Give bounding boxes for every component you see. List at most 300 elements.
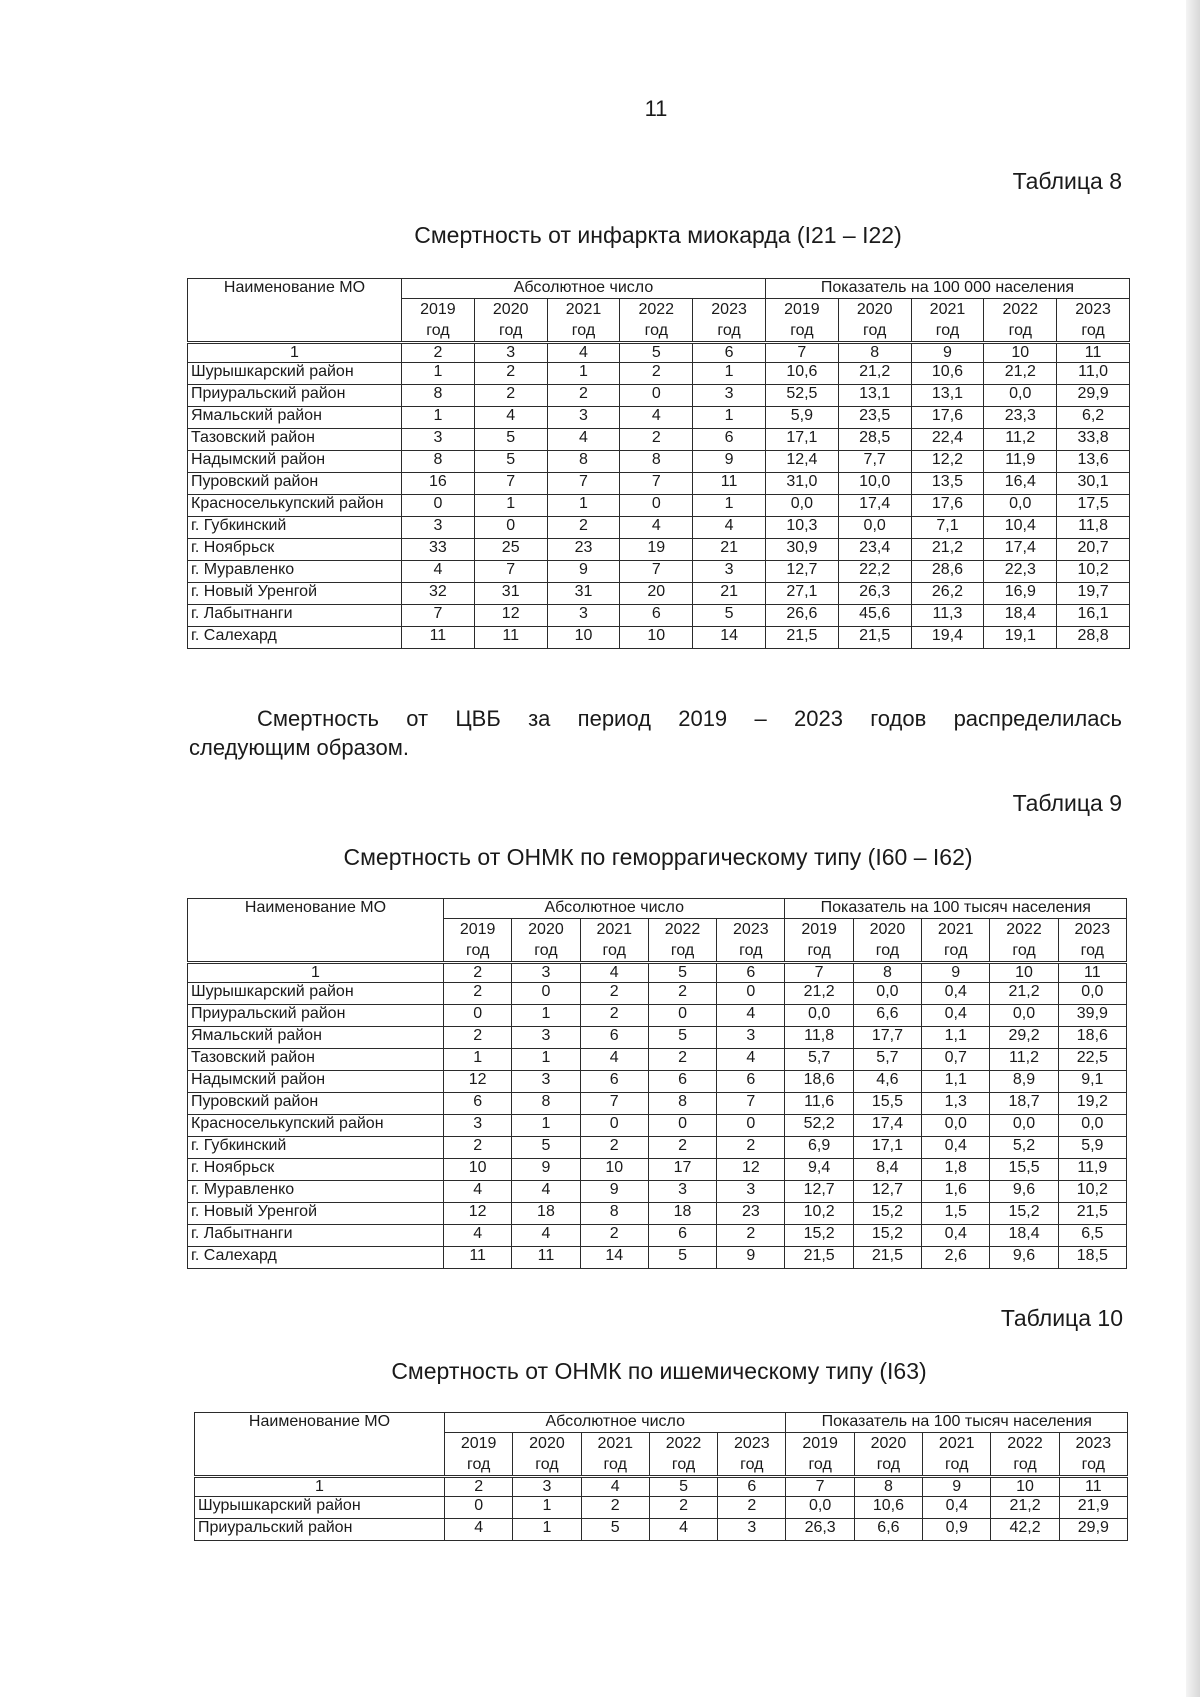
data-cell: 2: [581, 1497, 649, 1519]
data-cell: 4: [717, 1005, 785, 1027]
year-header-cell: [838, 299, 911, 343]
year-suffix: год: [875, 942, 900, 959]
data-cell: 2: [547, 385, 620, 407]
header-row-groups: [188, 899, 1127, 919]
data-cell: 29,2: [990, 1027, 1058, 1049]
column-number-cell: 1: [195, 1477, 445, 1497]
data-cell: 23,5: [838, 407, 911, 429]
table-row: [188, 1159, 1127, 1181]
data-cell: 6: [717, 1071, 785, 1093]
data-cell: 3: [512, 1071, 580, 1093]
data-cell: 1: [693, 407, 766, 429]
column-number-cell: 11: [1057, 343, 1130, 363]
data-cell: 7: [547, 473, 620, 495]
year-suffix: год: [945, 1456, 969, 1473]
year-header-cell: [984, 299, 1057, 343]
data-cell: 18,7: [990, 1093, 1058, 1115]
paragraph-line-1: [189, 704, 1122, 733]
data-cell: 3: [717, 1181, 785, 1203]
paragraph-word: 2019: [678, 706, 728, 731]
column-number-cell: 3: [474, 343, 547, 363]
paragraph-word: за: [528, 706, 551, 731]
data-cell: 1,5: [922, 1203, 990, 1225]
data-cell: 9: [693, 451, 766, 473]
data-cell: 2: [649, 1497, 717, 1519]
data-cell: 0,0: [1058, 1115, 1126, 1137]
row-name-cell: Пуровский район: [188, 1093, 444, 1115]
table-10: [194, 1412, 1128, 1541]
column-number-cell: 3: [512, 963, 580, 983]
data-cell: 1: [512, 1115, 580, 1137]
year-value: 2021: [597, 1435, 634, 1452]
data-cell: 8: [547, 451, 620, 473]
data-cell: 2: [717, 1137, 785, 1159]
data-cell: 5: [693, 605, 766, 627]
data-cell: 21,5: [765, 627, 838, 649]
data-cell: 14: [693, 627, 766, 649]
data-cell: 0,4: [922, 1137, 990, 1159]
data-cell: 17,4: [853, 1115, 921, 1137]
year-value: 2020: [529, 1435, 565, 1452]
table-10-label: Таблица 10: [1000, 1305, 1123, 1331]
table-row: [188, 1181, 1127, 1203]
data-cell: 22,5: [1058, 1049, 1126, 1071]
year-value: 2019: [802, 1435, 838, 1452]
column-number-cell: 10: [991, 1477, 1059, 1497]
data-cell: 21,5: [838, 627, 911, 649]
data-cell: 6: [648, 1071, 716, 1093]
data-cell: 13,6: [1057, 451, 1130, 473]
year-value: 2020: [870, 1435, 907, 1452]
data-cell: 18: [648, 1203, 716, 1225]
row-name-cell: Шурышкарский район: [188, 363, 402, 385]
data-cell: 10,4: [984, 517, 1057, 539]
data-cell: 4: [693, 517, 766, 539]
table-row: [188, 605, 1130, 627]
data-cell: 4: [547, 429, 620, 451]
data-cell: 17,5: [1057, 495, 1130, 517]
data-cell: 11: [512, 1247, 580, 1269]
year-suffix: год: [534, 942, 558, 959]
year-value: 2020: [856, 301, 893, 318]
data-cell: 21,9: [1059, 1497, 1127, 1519]
data-cell: 12: [444, 1203, 512, 1225]
data-cell: 2: [474, 385, 547, 407]
year-header-cell: [512, 919, 580, 963]
data-cell: 28,8: [1057, 627, 1130, 649]
year-header-cell: [693, 299, 766, 343]
data-cell: 9: [512, 1159, 580, 1181]
year-value: 2023: [1075, 1435, 1112, 1452]
data-cell: 23: [717, 1203, 785, 1225]
year-value: 2022: [1007, 1435, 1043, 1452]
column-number-cell: 7: [785, 963, 853, 983]
row-name-cell: Красноселькупский район: [188, 1115, 444, 1137]
column-number-cell: 3: [513, 1477, 581, 1497]
data-cell: 29,9: [1059, 1519, 1127, 1541]
data-cell: 11: [693, 473, 766, 495]
data-cell: 4: [620, 407, 693, 429]
data-cell: 33,8: [1057, 429, 1130, 451]
paragraph-word: от: [406, 706, 429, 731]
data-cell: 7,1: [911, 517, 984, 539]
data-cell: 2,6: [922, 1247, 990, 1269]
year-suffix: год: [1008, 322, 1032, 339]
data-cell: 4: [649, 1519, 717, 1541]
row-name-cell: Надымский район: [188, 1071, 444, 1093]
data-cell: 19,7: [1057, 583, 1130, 605]
data-cell: 1: [693, 495, 766, 517]
data-cell: 4: [717, 1049, 785, 1071]
data-cell: 10: [620, 627, 693, 649]
data-cell: 2: [580, 1225, 648, 1247]
data-cell: 52,5: [765, 385, 838, 407]
data-cell: 0,7: [922, 1049, 990, 1071]
row-name-cell: г. Губкинский: [188, 517, 402, 539]
data-cell: 12,2: [911, 451, 984, 473]
data-cell: 10,6: [765, 363, 838, 385]
data-cell: 0,0: [1058, 983, 1126, 1005]
data-cell: 3: [512, 1027, 580, 1049]
paragraph-word: период: [577, 706, 651, 731]
data-cell: 6,5: [1058, 1225, 1126, 1247]
data-cell: 9: [580, 1181, 648, 1203]
year-value: 2020: [869, 921, 906, 938]
data-cell: 3: [718, 1519, 786, 1541]
data-cell: 1: [513, 1497, 581, 1519]
table-8: [187, 278, 1130, 649]
year-header-cell: [620, 299, 693, 343]
data-cell: 28,6: [911, 561, 984, 583]
paragraph-word: ЦВБ: [455, 706, 501, 731]
data-cell: 17: [648, 1159, 716, 1181]
data-cell: 2: [444, 1027, 512, 1049]
header-name-cell: Наименование МО: [195, 1413, 445, 1477]
data-cell: 21,2: [991, 1497, 1059, 1519]
data-cell: 0: [620, 385, 693, 407]
header-row-groups: [188, 279, 1130, 299]
year-header-cell: [1059, 1433, 1127, 1477]
year-header-cell: [923, 1433, 991, 1477]
data-cell: 1: [693, 363, 766, 385]
data-cell: 22,2: [838, 561, 911, 583]
year-value: 2019: [420, 301, 456, 318]
data-cell: 10: [547, 627, 620, 649]
data-cell: 10,3: [765, 517, 838, 539]
data-cell: 31: [474, 583, 547, 605]
data-cell: 10,2: [1058, 1181, 1126, 1203]
row-name-cell: г. Губкинский: [188, 1137, 444, 1159]
data-cell: 19,2: [1058, 1093, 1126, 1115]
paragraph-word: годов: [870, 706, 927, 731]
data-cell: 8,9: [990, 1071, 1058, 1093]
data-cell: 18,4: [990, 1225, 1058, 1247]
data-cell: 0: [648, 1005, 716, 1027]
row-name-cell: Шурышкарский район: [188, 983, 444, 1005]
year-value: 2021: [937, 921, 974, 938]
year-value: 2021: [938, 1435, 975, 1452]
data-cell: 18,5: [1058, 1247, 1126, 1269]
data-cell: 11,2: [984, 429, 1057, 451]
data-cell: 2: [620, 363, 693, 385]
data-cell: 21,5: [785, 1247, 853, 1269]
year-header-cell: [911, 299, 984, 343]
table-row: [188, 1247, 1127, 1269]
year-suffix: год: [944, 942, 968, 959]
column-number-cell: 5: [620, 343, 693, 363]
data-cell: 1: [402, 407, 475, 429]
data-cell: 23,3: [984, 407, 1057, 429]
data-cell: 31: [547, 583, 620, 605]
year-value: 2023: [711, 301, 747, 318]
table-row: [188, 407, 1130, 429]
header-group-rate: Показатель на 100 000 населения: [765, 279, 1129, 299]
year-value: 2019: [459, 921, 496, 938]
year-value: 2020: [528, 921, 564, 938]
year-value: 2022: [638, 301, 675, 318]
data-cell: 9,6: [990, 1247, 1058, 1269]
year-header-cell: [990, 919, 1058, 963]
data-cell: 11,2: [990, 1049, 1058, 1071]
data-cell: 1: [444, 1049, 512, 1071]
year-suffix: год: [1080, 942, 1105, 959]
data-cell: 11: [474, 627, 547, 649]
data-cell: 2: [717, 1225, 785, 1247]
year-header-cell: [854, 1433, 922, 1477]
data-cell: 21: [693, 539, 766, 561]
data-cell: 5,7: [785, 1049, 853, 1071]
data-cell: 4: [402, 561, 475, 583]
data-cell: 26,2: [911, 583, 984, 605]
data-cell: 3: [444, 1115, 512, 1137]
data-cell: 30,1: [1057, 473, 1130, 495]
year-header-cell: [922, 919, 990, 963]
year-suffix: год: [499, 322, 523, 339]
data-cell: 15,5: [990, 1159, 1058, 1181]
year-suffix: год: [1081, 1456, 1106, 1473]
data-cell: 18: [512, 1203, 580, 1225]
column-number-cell: 8: [854, 1477, 922, 1497]
year-value: 2023: [1075, 301, 1111, 318]
data-cell: 16,4: [984, 473, 1057, 495]
year-suffix: год: [671, 1456, 696, 1473]
data-cell: 12,7: [765, 561, 838, 583]
data-cell: 0: [444, 1005, 512, 1027]
year-suffix: год: [739, 942, 763, 959]
data-cell: 15,2: [853, 1225, 921, 1247]
year-value: 2021: [596, 921, 633, 938]
column-number-row: [188, 963, 1127, 983]
data-cell: 39,9: [1058, 1005, 1126, 1027]
column-number-cell: 6: [717, 963, 785, 983]
data-cell: 3: [693, 385, 766, 407]
table-row: [188, 385, 1130, 407]
data-cell: 21,2: [785, 983, 853, 1005]
data-cell: 4: [444, 1225, 512, 1247]
column-number-cell: 7: [786, 1477, 854, 1497]
data-cell: 8: [580, 1203, 648, 1225]
year-header-cell: [1057, 299, 1130, 343]
data-cell: 8: [402, 451, 475, 473]
data-cell: 20,7: [1057, 539, 1130, 561]
data-cell: 1: [513, 1519, 581, 1541]
data-cell: 5,2: [990, 1137, 1058, 1159]
header-row-groups: [195, 1413, 1128, 1433]
data-cell: 21,2: [838, 363, 911, 385]
row-name-cell: г. Ноябрьск: [188, 539, 402, 561]
row-name-cell: г. Ноябрьск: [188, 1159, 444, 1181]
column-number-cell: 6: [718, 1477, 786, 1497]
data-cell: 0,0: [785, 1005, 853, 1027]
data-cell: 10,2: [1057, 561, 1130, 583]
data-cell: 6,9: [785, 1137, 853, 1159]
table-row: [188, 583, 1130, 605]
data-cell: 0,0: [786, 1497, 854, 1519]
data-cell: 2: [444, 1137, 512, 1159]
column-number-cell: 9: [911, 343, 984, 363]
data-cell: 0: [402, 495, 475, 517]
row-name-cell: Пуровский район: [188, 473, 402, 495]
data-cell: 3: [648, 1181, 716, 1203]
data-cell: 0: [512, 983, 580, 1005]
table-8-title: Смертность от инфаркта миокарда (I21 – I22): [414, 222, 902, 248]
data-cell: 0,4: [922, 1225, 990, 1247]
data-cell: 16,1: [1057, 605, 1130, 627]
data-cell: 8: [620, 451, 693, 473]
data-cell: 1,1: [922, 1027, 990, 1049]
year-value: 2022: [1006, 921, 1042, 938]
data-cell: 9: [547, 561, 620, 583]
data-cell: 2: [718, 1497, 786, 1519]
data-cell: 0,0: [922, 1115, 990, 1137]
year-header-cell: [445, 1433, 513, 1477]
year-suffix: год: [717, 322, 741, 339]
year-value: 2019: [784, 301, 820, 318]
data-cell: 14: [580, 1247, 648, 1269]
data-cell: 6: [648, 1225, 716, 1247]
data-cell: 21,2: [911, 539, 984, 561]
data-cell: 6: [444, 1093, 512, 1115]
data-cell: 26,3: [838, 583, 911, 605]
data-cell: 11,8: [1057, 517, 1130, 539]
column-number-cell: 4: [581, 1477, 649, 1497]
data-cell: 2: [620, 429, 693, 451]
data-cell: 0: [445, 1497, 513, 1519]
year-suffix: год: [807, 942, 831, 959]
column-number-cell: 8: [838, 343, 911, 363]
data-cell: 5: [474, 451, 547, 473]
data-cell: 1,1: [922, 1071, 990, 1093]
column-number-cell: 2: [444, 963, 512, 983]
data-cell: 10,0: [838, 473, 911, 495]
data-cell: 11,6: [785, 1093, 853, 1115]
table-row: [188, 1005, 1127, 1027]
header-name-cell: Наименование МО: [188, 279, 402, 343]
row-name-cell: Тазовский район: [188, 429, 402, 451]
data-cell: 12: [474, 605, 547, 627]
data-cell: 1: [547, 363, 620, 385]
data-cell: 3: [717, 1027, 785, 1049]
header-group-absolute: Абсолютное число: [445, 1413, 786, 1433]
data-cell: 7: [474, 561, 547, 583]
data-cell: 0,4: [922, 983, 990, 1005]
table-8-label: Таблица 8: [1012, 168, 1122, 194]
table-row: [188, 1093, 1127, 1115]
row-name-cell: Тазовский район: [188, 1049, 444, 1071]
table-row: [188, 1071, 1127, 1093]
data-cell: 9,1: [1058, 1071, 1126, 1093]
data-cell: 6: [580, 1071, 648, 1093]
paragraph-word: Смертность: [257, 706, 379, 731]
year-value: 2022: [665, 1435, 702, 1452]
paragraph-word: –: [754, 706, 767, 731]
data-cell: 2: [444, 983, 512, 1005]
year-header-cell: [547, 299, 620, 343]
data-cell: 52,2: [785, 1115, 853, 1137]
table-row: [188, 517, 1130, 539]
data-cell: 11: [402, 627, 475, 649]
column-number-cell: 2: [402, 343, 475, 363]
data-cell: 11,9: [984, 451, 1057, 473]
data-cell: 21,2: [984, 363, 1057, 385]
row-name-cell: г. Новый Уренгой: [188, 1203, 444, 1225]
data-cell: 1,3: [922, 1093, 990, 1115]
column-number-cell: 1: [188, 343, 402, 363]
data-cell: 1,6: [922, 1181, 990, 1203]
year-suffix: год: [465, 942, 490, 959]
data-cell: 4: [512, 1181, 580, 1203]
data-cell: 7: [580, 1093, 648, 1115]
data-cell: 8: [648, 1093, 716, 1115]
data-cell: 31,0: [765, 473, 838, 495]
column-number-cell: 9: [923, 1477, 991, 1497]
data-cell: 2: [580, 983, 648, 1005]
data-cell: 12,7: [785, 1181, 853, 1203]
data-cell: 1: [474, 495, 547, 517]
data-cell: 3: [693, 561, 766, 583]
data-cell: 18,6: [785, 1071, 853, 1093]
data-cell: 17,7: [853, 1027, 921, 1049]
header-group-absolute: Абсолютное число: [444, 899, 785, 919]
data-cell: 0: [717, 1115, 785, 1137]
column-number-cell: 11: [1058, 963, 1126, 983]
year-suffix: год: [1012, 942, 1036, 959]
data-cell: 0,4: [922, 1005, 990, 1027]
data-cell: 7: [402, 605, 475, 627]
data-cell: 0,0: [990, 1115, 1058, 1137]
data-cell: 17,6: [911, 407, 984, 429]
data-cell: 1: [547, 495, 620, 517]
table-row: [188, 1137, 1127, 1159]
column-number-cell: 7: [765, 343, 838, 363]
data-cell: 19: [620, 539, 693, 561]
year-value: 2023: [734, 1435, 770, 1452]
year-header-cell: [402, 299, 475, 343]
year-value: 2020: [492, 301, 529, 318]
year-suffix: год: [644, 322, 668, 339]
data-cell: 17,4: [984, 539, 1057, 561]
column-number-cell: 5: [648, 963, 716, 983]
data-cell: 6: [580, 1027, 648, 1049]
year-header-cell: [853, 919, 921, 963]
data-cell: 2: [547, 517, 620, 539]
year-value: 2022: [664, 921, 701, 938]
table-row: [188, 429, 1130, 451]
data-cell: 9: [717, 1247, 785, 1269]
column-number-cell: 4: [580, 963, 648, 983]
data-cell: 9,6: [990, 1181, 1058, 1203]
year-value: 2021: [929, 301, 966, 318]
